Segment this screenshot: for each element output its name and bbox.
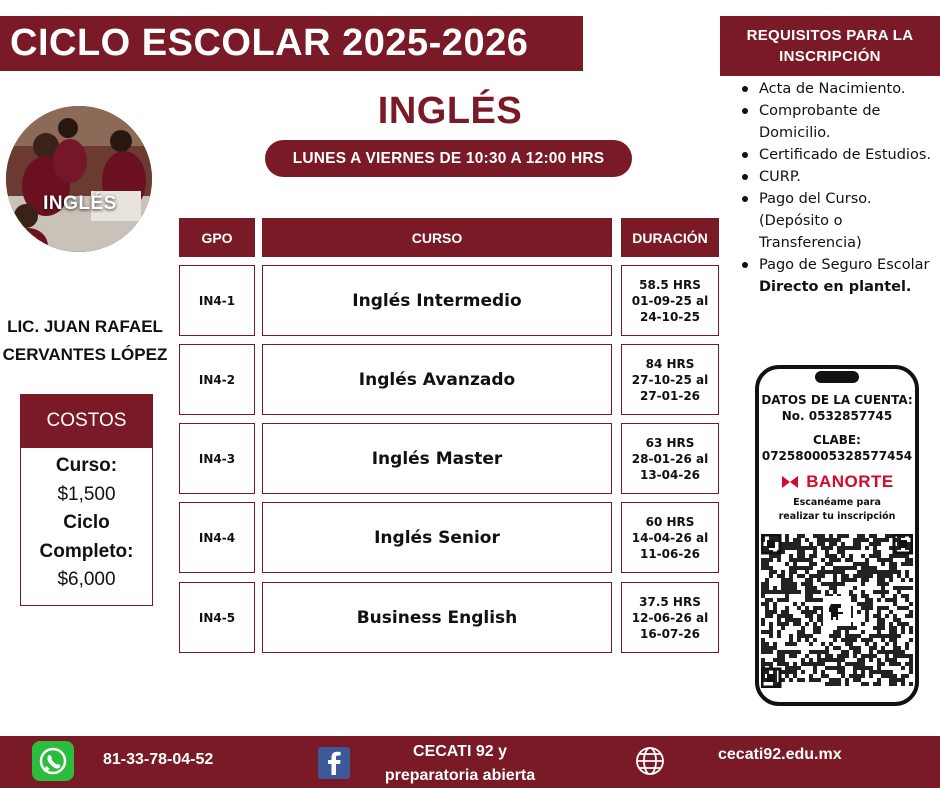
requirement-item: CURP.: [738, 166, 938, 188]
photo-label: INGLÉS: [43, 193, 117, 214]
qr-code[interactable]: [761, 534, 913, 688]
globe-icon: [634, 745, 666, 777]
course-price-label: Curso:: [55, 455, 118, 476]
table-cell-duracion: 60 HRS 14-04-26 al 11-06-26: [621, 502, 719, 573]
costs-body: [20, 452, 153, 595]
banorte-logo: BANORTE: [759, 472, 915, 492]
page-title: CICLO ESCOLAR 2025-2026: [0, 16, 583, 71]
requirements-list: [738, 78, 938, 298]
table-cell-duracion: 84 HRS 27-10-25 al 27-01-26: [621, 344, 719, 415]
phone-notch: [815, 371, 859, 383]
table-cell-curso: Inglés Intermedio: [262, 265, 612, 336]
table-cell-gpo: IN4-2: [179, 344, 255, 415]
table-cell-curso: Business English: [262, 582, 612, 653]
table-header-gpo: GPO: [179, 218, 255, 257]
table-cell-curso: Inglés Senior: [262, 502, 612, 573]
table-cell-duracion: 58.5 HRS 01-09-25 al 24-10-25: [621, 265, 719, 336]
table-cell-curso: Inglés Avanzado: [262, 344, 612, 415]
banorte-icon: [780, 474, 800, 490]
contact-phone[interactable]: 81-33-78-04-52: [103, 751, 214, 768]
requirement-item: Acta de Nacimiento.: [738, 78, 938, 100]
table-cell-curso: Inglés Master: [262, 423, 612, 494]
requirement-item: Certificado de Estudios.: [738, 144, 938, 166]
costs-title: COSTOS: [20, 394, 153, 448]
cycle-price: $6,000: [57, 569, 116, 590]
cycle-price-label: Completo:: [39, 540, 134, 562]
table-cell-duracion: 37.5 HRS 12-06-26 al 16-07-26: [621, 582, 719, 653]
table-header-duracion: DURACIÓN: [621, 218, 719, 257]
scan-instructions: Escanéame para realizar tu inscripción: [778, 497, 896, 522]
table-cell-gpo: IN4-5: [179, 582, 255, 653]
course-title: INGLÉS: [377, 90, 523, 132]
course-price: $1,500: [57, 483, 116, 505]
table-header-curso: CURSO: [262, 218, 612, 257]
table-cell-gpo: IN4-3: [179, 423, 255, 494]
requirement-item: Comprobante de Domicilio.: [738, 100, 938, 144]
facebook-page-link[interactable]: CECATI 92 y preparatoria abierta: [384, 743, 536, 784]
requirement-item: Pago de Seguro Escolar Directo en plantel.: [738, 254, 938, 298]
schedule-pill: LUNES A VIERNES DE 10:30 A 12:00 HRS: [265, 140, 632, 177]
instructor-name: LIC. JUAN RAFAEL CERVANTES LÓPEZ: [2, 317, 168, 364]
requirement-item: Pago del Curso. (Depósito o Transferencia): [738, 188, 938, 254]
cycle-price-label: Ciclo: [63, 512, 110, 533]
clabe-info: CLABE: 072580005328577454: [761, 433, 913, 463]
facebook-icon[interactable]: [318, 747, 350, 779]
website-link[interactable]: cecati92.edu.mx: [718, 746, 842, 763]
whatsapp-icon[interactable]: [32, 741, 74, 781]
table-cell-duracion: 63 HRS 28-01-26 al 13-04-26: [621, 423, 719, 494]
table-cell-gpo: IN4-1: [179, 265, 255, 336]
table-cell-gpo: IN4-4: [179, 502, 255, 573]
students-photo: [6, 106, 152, 252]
account-info: DATOS DE LA CUENTA: No. 0532857745: [761, 393, 913, 423]
requirements-title: REQUISITOS PARA LA INSCRIPCIÓN: [720, 16, 940, 76]
